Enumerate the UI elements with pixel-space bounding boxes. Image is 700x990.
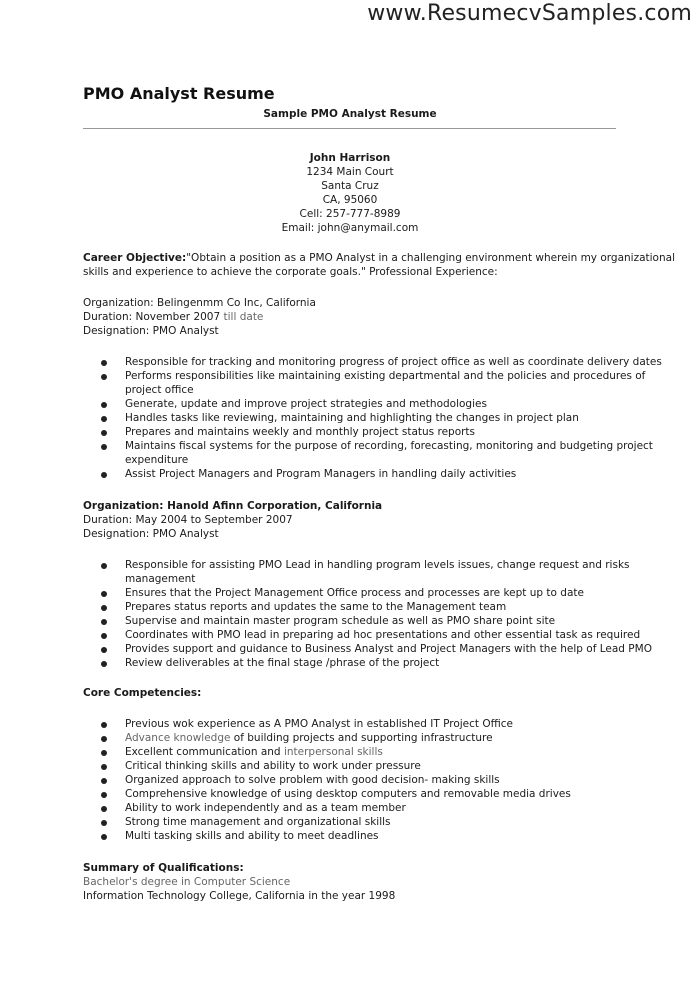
job1-bullet: Performs responsibilities like maintaining existing departmental and the policies and procedures of <box>125 370 646 382</box>
job2-bullet: Responsible for assisting PMO Lead in handling program levels issues, change request and risks <box>125 559 630 571</box>
contact-address: 1234 Main Court <box>306 166 394 178</box>
competency-highlight: Advance knowledge <box>125 732 231 744</box>
competency-item <box>125 745 383 759</box>
job1-bullet: Maintains fiscal systems for the purpose of recording, forecasting, monitoring and budgeting project <box>125 440 653 452</box>
job1-bullet: Generate, update and improve project strategies and methodologies <box>125 398 487 410</box>
bullet-icon <box>101 792 107 798</box>
bullet-icon <box>101 402 107 408</box>
bullet-icon <box>101 736 107 742</box>
contact-state-zip: CA, 95060 <box>322 194 378 206</box>
summary-college: Information Technology College, California in the year 1998 <box>83 890 396 902</box>
job2-designation: Designation: PMO Analyst <box>83 528 219 540</box>
job2-bullet: Prepares status reports and updates the same to the Management team <box>125 601 507 613</box>
bullet-icon <box>101 834 107 840</box>
competency-item: Ability to work independently and as a team member <box>125 802 406 814</box>
bullet-icon <box>101 633 107 639</box>
summary-heading: Summary of Qualifications: <box>83 862 244 874</box>
contact-email: Email: john@anymail.com <box>281 222 419 234</box>
bullet-icon <box>101 806 107 812</box>
job2-bullet: Coordinates with PMO lead in preparing ad hoc presentations and other essential task as required <box>125 629 641 641</box>
competency-item: Multi tasking skills and ability to meet deadlines <box>125 830 379 842</box>
bullet-icon <box>101 472 107 478</box>
contact-cell: Cell: 257-777-8989 <box>299 208 401 220</box>
job2-organization: Organization: Hanold Afinn Corporation, California <box>83 500 383 512</box>
competency-item: Organized approach to solve problem with good decision- making skills <box>125 774 500 786</box>
bullet-icon <box>101 750 107 756</box>
job1-duration: Duration: November 2007 <box>83 311 221 323</box>
bullet-icon <box>101 605 107 611</box>
job1-bullet: Assist Project Managers and Program Managers in handling daily activities <box>125 468 517 480</box>
bullet-icon <box>101 374 107 380</box>
contact-city: Santa Cruz <box>321 180 379 192</box>
competency-text: Excellent communication and <box>125 746 284 758</box>
summary-degree: Bachelor's degree in Computer Science <box>83 876 291 888</box>
job1-bullet: Responsible for tracking and monitoring progress of project office as well as coordinate delivery dates <box>125 356 662 368</box>
bullet-icon <box>101 416 107 422</box>
competency-item: Previous wok experience as A PMO Analyst in established IT Project Office <box>125 718 513 730</box>
competency-item <box>125 731 493 745</box>
job2-bullet: Provides support and guidance to Business Analyst and Project Managers with the help of Lead PMO <box>125 643 652 655</box>
job1-bullet-cont: project office <box>125 384 194 396</box>
job2-bullet-cont: management <box>125 573 196 585</box>
bullet-icon <box>101 764 107 770</box>
job2-bullet: Ensures that the Project Management Office process and processes are kept up to date <box>125 587 584 599</box>
site-url: www.ResumecvSamples.com <box>367 1 692 26</box>
competency-item: Comprehensive knowledge of using desktop computers and removable media drives <box>125 788 571 800</box>
bullet-icon <box>101 661 107 667</box>
job2-bullet: Review deliverables at the final stage /phrase of the project <box>125 657 440 669</box>
competency-text: of building projects and supporting infrastructure <box>230 732 493 744</box>
divider <box>83 128 616 129</box>
job1-duration-tail: till date <box>220 311 264 323</box>
competency-item: Critical thinking skills and ability to work under pressure <box>125 760 421 772</box>
competencies-heading: Core Competencies: <box>83 687 202 699</box>
objective-line-2: skills and experience to achieve the corporate goals." Professional Experience: <box>83 266 498 278</box>
objective-line-1 <box>83 251 675 265</box>
competency-highlight: interpersonal skills <box>283 746 383 758</box>
bullet-icon <box>101 647 107 653</box>
job1-bullet-cont: expenditure <box>125 454 189 466</box>
bullet-icon <box>101 444 107 450</box>
objective-text-1: "Obtain a position as a PMO Analyst in a challenging environment wherein my organizational <box>186 252 675 264</box>
bullet-icon <box>101 430 107 436</box>
objective-label: Career Objective: <box>83 252 187 264</box>
job2-duration: Duration: May 2004 to September 2007 <box>83 514 293 526</box>
job2-bullet: Supervise and maintain master program schedule as well as PMO share point site <box>125 615 556 627</box>
job1-duration-line <box>83 310 263 324</box>
bullet-icon <box>101 591 107 597</box>
job1-designation: Designation: PMO Analyst <box>83 325 219 337</box>
bullet-icon <box>101 722 107 728</box>
competency-item: Strong time management and organizational skills <box>125 816 391 828</box>
page-title: PMO Analyst Resume <box>83 84 275 103</box>
subtitle: Sample PMO Analyst Resume <box>263 108 437 120</box>
bullet-icon <box>101 563 107 569</box>
job1-organization: Organization: Belingenmm Co Inc, California <box>83 297 316 309</box>
job1-bullet: Prepares and maintains weekly and monthly project status reports <box>125 426 476 438</box>
bullet-icon <box>101 820 107 826</box>
contact-name: John Harrison <box>309 152 391 164</box>
bullet-icon <box>101 778 107 784</box>
bullet-icon <box>101 360 107 366</box>
bullet-icon <box>101 619 107 625</box>
job1-bullet: Handles tasks like reviewing, maintaining and highlighting the changes in project plan <box>125 412 579 424</box>
